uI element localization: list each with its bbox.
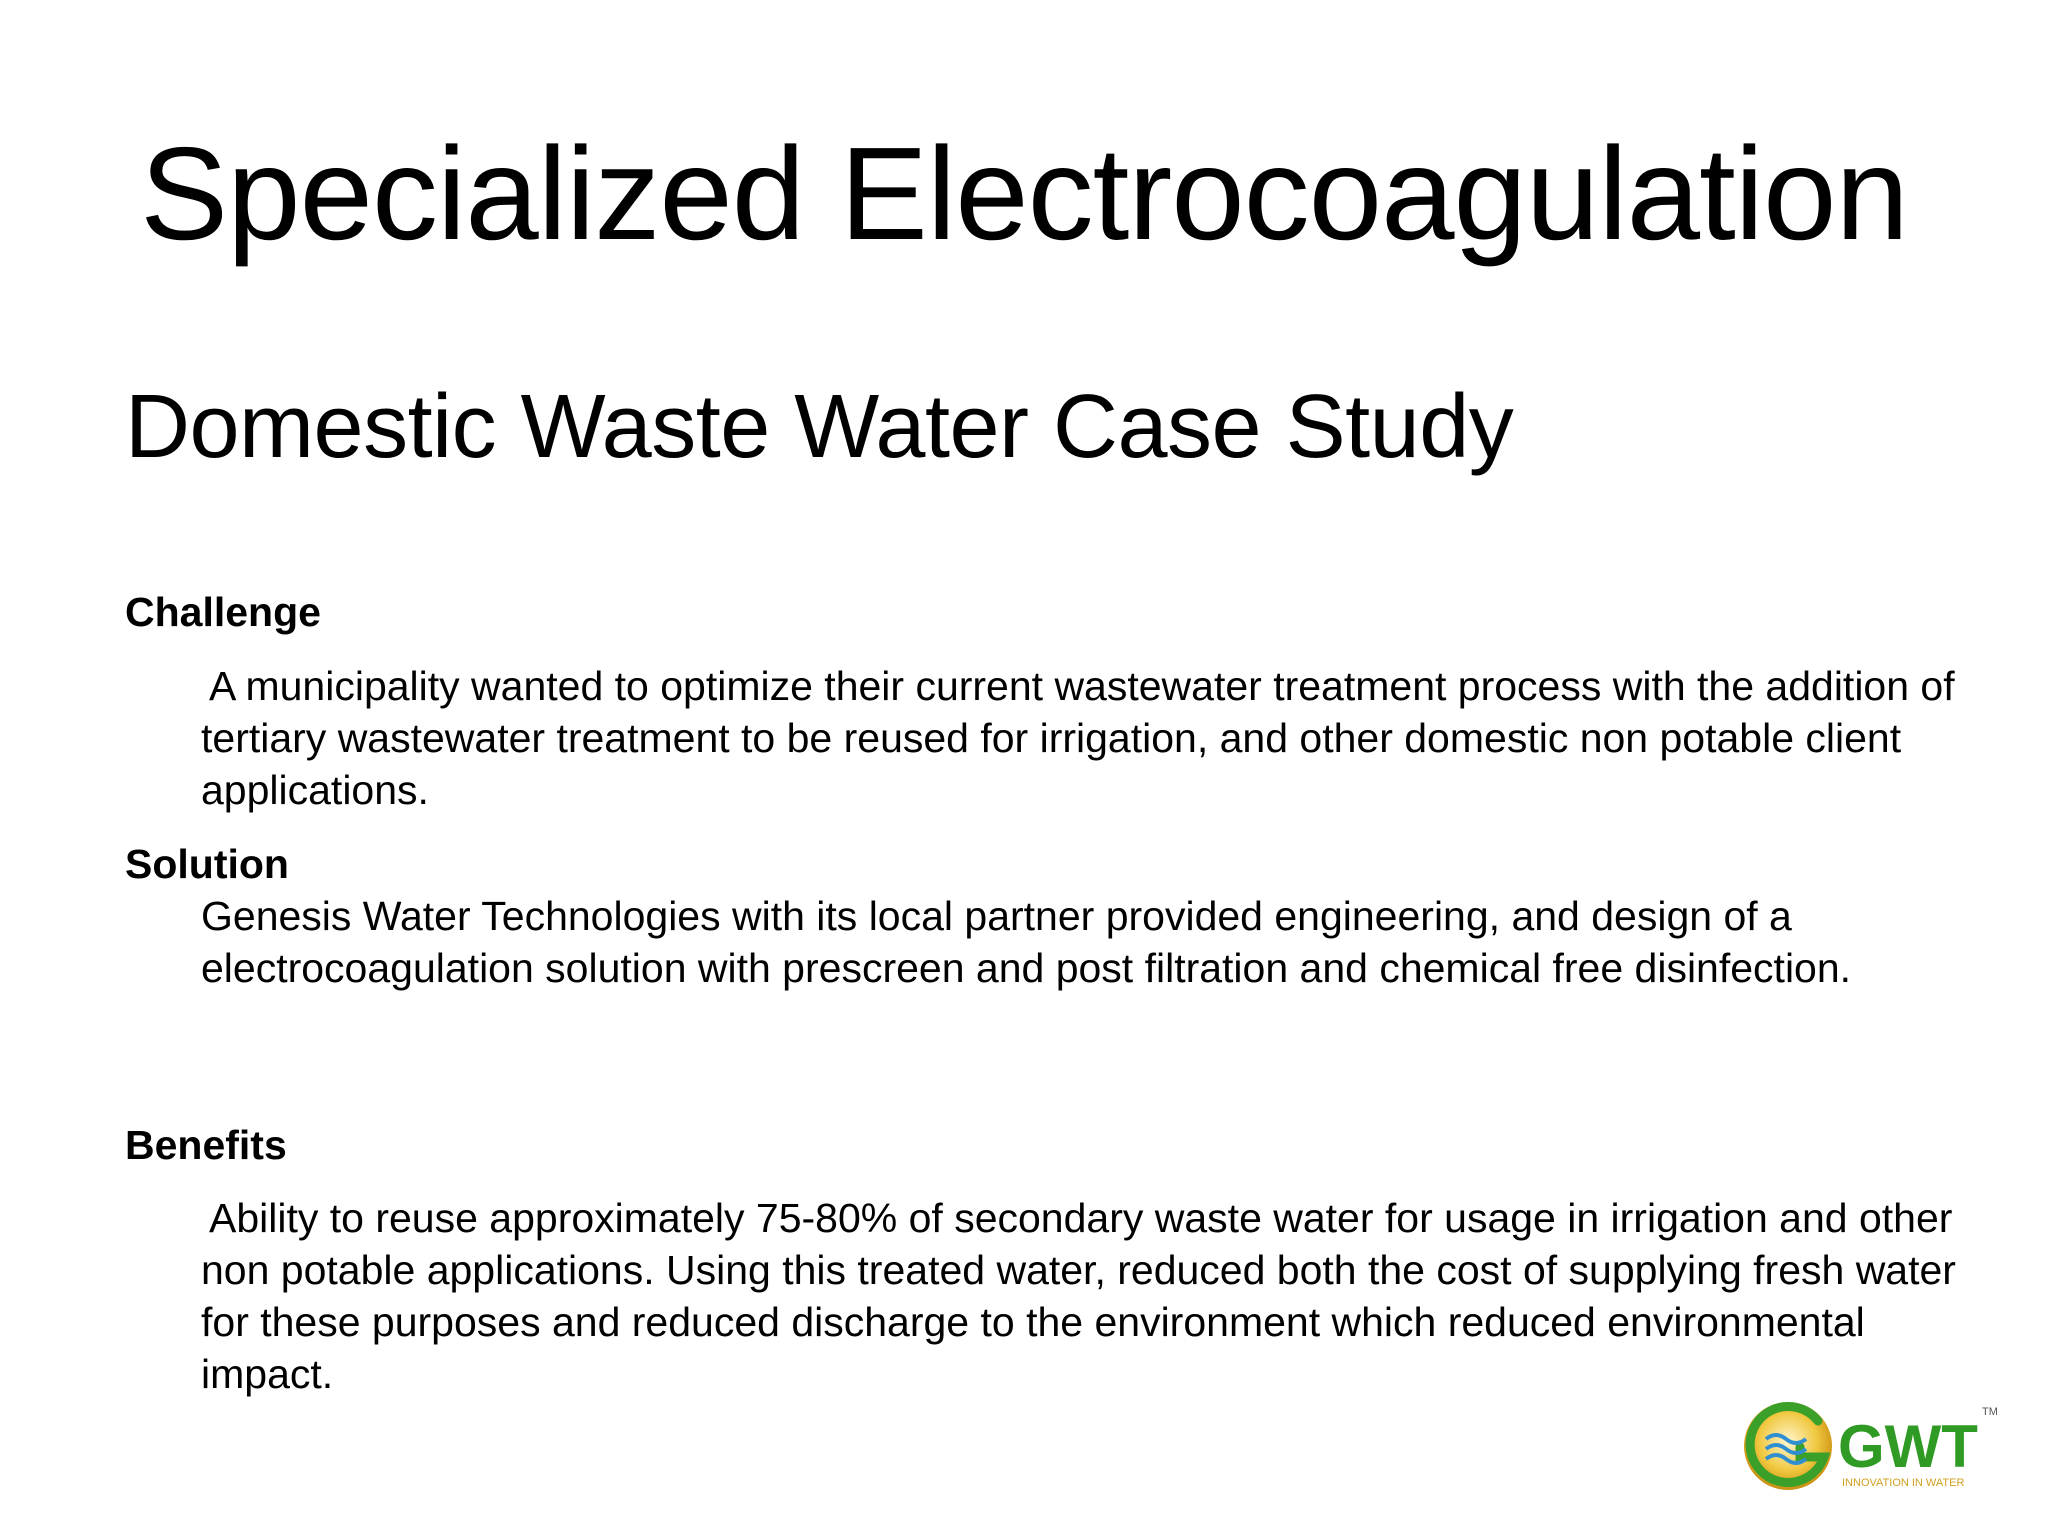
logo-wordmark: GWT [1838, 1413, 1978, 1480]
benefits-text: Ability to reuse approximately 75-80% of secondary waste water for usage in irrigation and other non potable applications. Using this treated water, reduced both the cost of supplying fresh water for these purposes and reduced discharge to the environment which reduced environmental impact. [201, 1195, 1956, 1397]
logo-tagline: INNOVATION IN WATER [1842, 1477, 1965, 1489]
solution-text: Genesis Water Technologies with its local partner provided engineering, and design of a electrocoagulation solution with prescreen and post filtration and chemical free disinfection. [201, 893, 1852, 991]
challenge-text: A municipality wanted to optimize their current wastewater treatment process with the addition of tertiary wastewater treatment to be reused for irrigation, and other domestic non potable client applications. [201, 663, 1955, 813]
gwt-logo-graphic [1738, 1391, 2000, 1501]
solution-heading: Solution [125, 841, 289, 887]
logo-trademark: TM [1982, 1406, 1998, 1418]
benefits-heading: Benefits [125, 1122, 287, 1168]
challenge-heading: Challenge [125, 589, 321, 635]
gwt-logo [1738, 1391, 2000, 1501]
slide-title: Specialized Electrocoagulation [140, 120, 1908, 267]
slide-subtitle: Domestic Waste Water Case Study [125, 377, 1514, 477]
